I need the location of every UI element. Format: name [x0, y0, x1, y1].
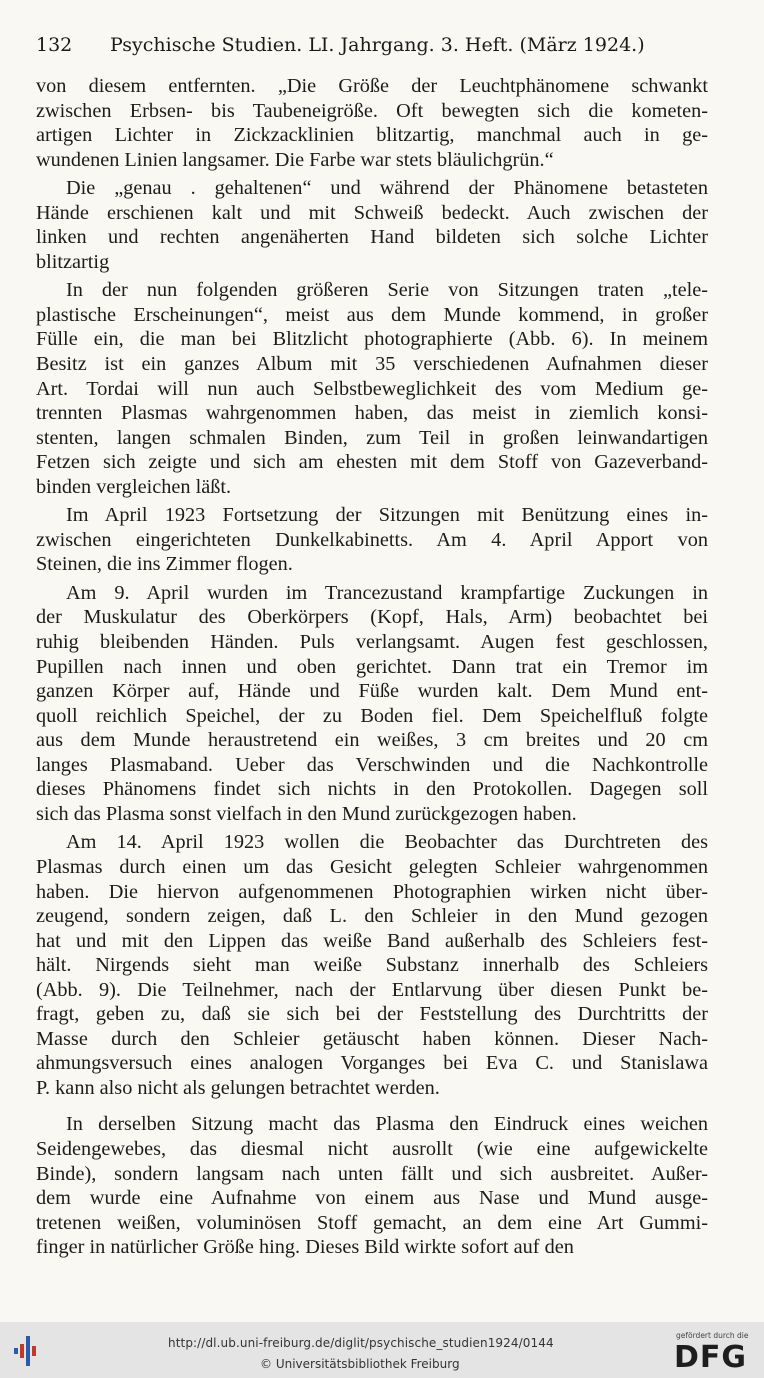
text-line: zwischen eingerichteten Dunkelkabinetts. Am 4. April Apport von [36, 528, 708, 551]
paragraph [36, 74, 708, 172]
text-line: Besitz ist ein ganzes Album mit 35 verschiedenen Aufnahmen dieser [36, 353, 708, 376]
text-line: hat und mit den Lippen das weiße Band außerhalb des Schleiers fest- [36, 929, 708, 952]
paragraph [36, 278, 708, 499]
text-line: Fülle ein, die man bei Blitzlicht photographierte (Abb. 6). In meinem [36, 328, 708, 351]
text-line: Masse durch den Schleier getäuscht haben können. Dieser Nach- [36, 1027, 708, 1050]
text-line: Plasmas durch einen um das Gesicht gelegten Schleier wahrgenommen [36, 855, 708, 878]
text-line: Die „genau . gehaltenen“ und während der Phänomene betasteten [66, 177, 708, 200]
footer-bar [0, 1322, 764, 1378]
text-line: sich das Plasma sonst vielfach in den Mund zurückgezogen haben. [36, 802, 577, 825]
page-body [36, 74, 708, 1260]
text-line: von diesem entfernten. „Die Größe der Leuchtphänomene schwankt [36, 75, 708, 97]
text-line: zeugend, sondern zeigen, daß L. den Schleier in den Mund gezogen [36, 905, 708, 928]
text-line: tretenen weißen, voluminösen Stoff gemacht, an dem eine Art Gummi- [36, 1211, 708, 1234]
text-line: trennten Plasmas wahrgenommen haben, das meist in ziemlich konsi- [36, 402, 708, 425]
text-line: Steinen, die ins Zimmer flogen. [36, 553, 293, 576]
text-line: artigen Lichter in Zickzacklinien blitzartig, manchmal auch in ge- [36, 124, 708, 147]
text-line: stenten, langen schmalen Binden, zum Teil in großen leinwandartigen [36, 426, 708, 449]
text-line: Seidengewebes, das diesmal nicht ausrollt (wie eine aufgewickelte [36, 1137, 708, 1160]
text-line: Pupillen nach innen und oben gerichtet. Dann trat ein Tremor im [36, 655, 708, 678]
text-line: quoll reichlich Speichel, der zu Boden fiel. Dem Speichelfluß folgte [36, 704, 708, 727]
text-line: zwischen Erbsen- bis Taubeneigröße. Oft bewegten sich die kometen- [36, 99, 708, 122]
text-line: Fetzen sich zeigte und sich am ehesten mit dem Stoff von Gazeverband- [36, 451, 708, 474]
copyright-notice: © Universitätsbibliothek Freiburg [260, 1357, 460, 1371]
text-line: dieses Phänomens findet sich nichts in den Protokollen. Dagegen soll [36, 778, 708, 801]
page-number: 132 [36, 34, 73, 56]
text-line: plastische Erscheinungen“, meist aus dem Munde kommend, in großer [36, 303, 708, 326]
paragraph [36, 176, 708, 274]
text-line: fragt, geben zu, daß sie sich bei der Feststellung des Durchtritts der [36, 1003, 708, 1026]
text-line: finger in natürlicher Größe hing. Dieses Bild wirkte sofort auf den [36, 1236, 574, 1259]
text-line: langes Plasmaband. Ueber das Verschwinden und die Nachkontrolle [36, 753, 708, 776]
text-line: ruhig bleibenden Händen. Puls verlangsamt. Augen fest geschlossen, [36, 631, 708, 654]
running-title: Psychische Studien. LI. Jahrgang. 3. Heft. (März 1924.) [110, 34, 645, 56]
paragraph [36, 503, 708, 577]
paragraph [36, 581, 708, 826]
text-line: blitzartig [36, 250, 110, 273]
dfg-logo: DFG [674, 1340, 748, 1375]
text-line: Art. Tordai will nun auch Selbstbeweglichkeit des vom Medium ge- [36, 377, 708, 400]
document-url[interactable]: http://dl.ub.uni-freiburg.de/diglit/psychische_studien1924/0144 [168, 1336, 554, 1350]
text-line: der Muskulatur des Oberkörpers (Kopf, Hals, Arm) beobachtet bei [36, 606, 708, 629]
paragraph-gap [36, 1100, 708, 1112]
text-line: haben. Die hiervon aufgenommenen Photographien wirken nicht über- [36, 880, 708, 903]
ub-freiburg-logo-icon [12, 1332, 40, 1370]
text-line: In der nun folgenden größeren Serie von Sitzungen traten „tele- [66, 279, 708, 302]
text-line: binden vergleichen läßt. [36, 475, 232, 498]
text-line: ahmungsversuch eines analogen Vorganges bei Eva C. und Stanislawa [36, 1052, 708, 1075]
text-line: ganzen Körper auf, Hände und Füße wurden kalt. Dem Mund ent- [36, 680, 708, 703]
paragraph [36, 1112, 708, 1259]
text-line: dem wurde eine Aufnahme von einem aus Nase und Mund ausge- [36, 1187, 708, 1210]
paragraph [36, 830, 708, 1100]
funding-note: gefördert durch die [676, 1331, 749, 1340]
text-line: hält. Nirgends sieht man weiße Substanz innerhalb des Schleiers [36, 954, 708, 977]
text-line: In derselben Sitzung macht das Plasma den Eindruck eines weichen [66, 1113, 708, 1136]
page-header [36, 34, 726, 64]
text-line: Am 9. April wurden im Trancezustand krampfartige Zuckungen in [66, 581, 708, 604]
text-line: aus dem Munde heraustretend ein weißes, 3 cm breites und 20 cm [36, 729, 708, 752]
text-line: (Abb. 9). Die Teilnehmer, nach der Entlarvung über diesen Punkt be- [36, 978, 708, 1001]
text-line: P. kann also nicht als gelungen betrachtet werden. [36, 1076, 440, 1099]
text-line: Am 14. April 1923 wollen die Beobachter das Durchtreten des [66, 831, 708, 854]
text-line: Im April 1923 Fortsetzung der Sitzungen mit Benützung eines in- [66, 504, 708, 527]
text-line: Hände erschienen kalt und mit Schweiß bedeckt. Auch zwischen der [36, 201, 708, 224]
text-line: linken und rechten angenäherten Hand bildeten sich solche Lichter [36, 226, 708, 249]
text-line: wundenen Linien langsamer. Die Farbe war stets bläulichgrün.“ [36, 148, 554, 171]
text-line: Binde), sondern langsam nach unten fällt und sich ausbreitet. Außer- [36, 1162, 708, 1185]
